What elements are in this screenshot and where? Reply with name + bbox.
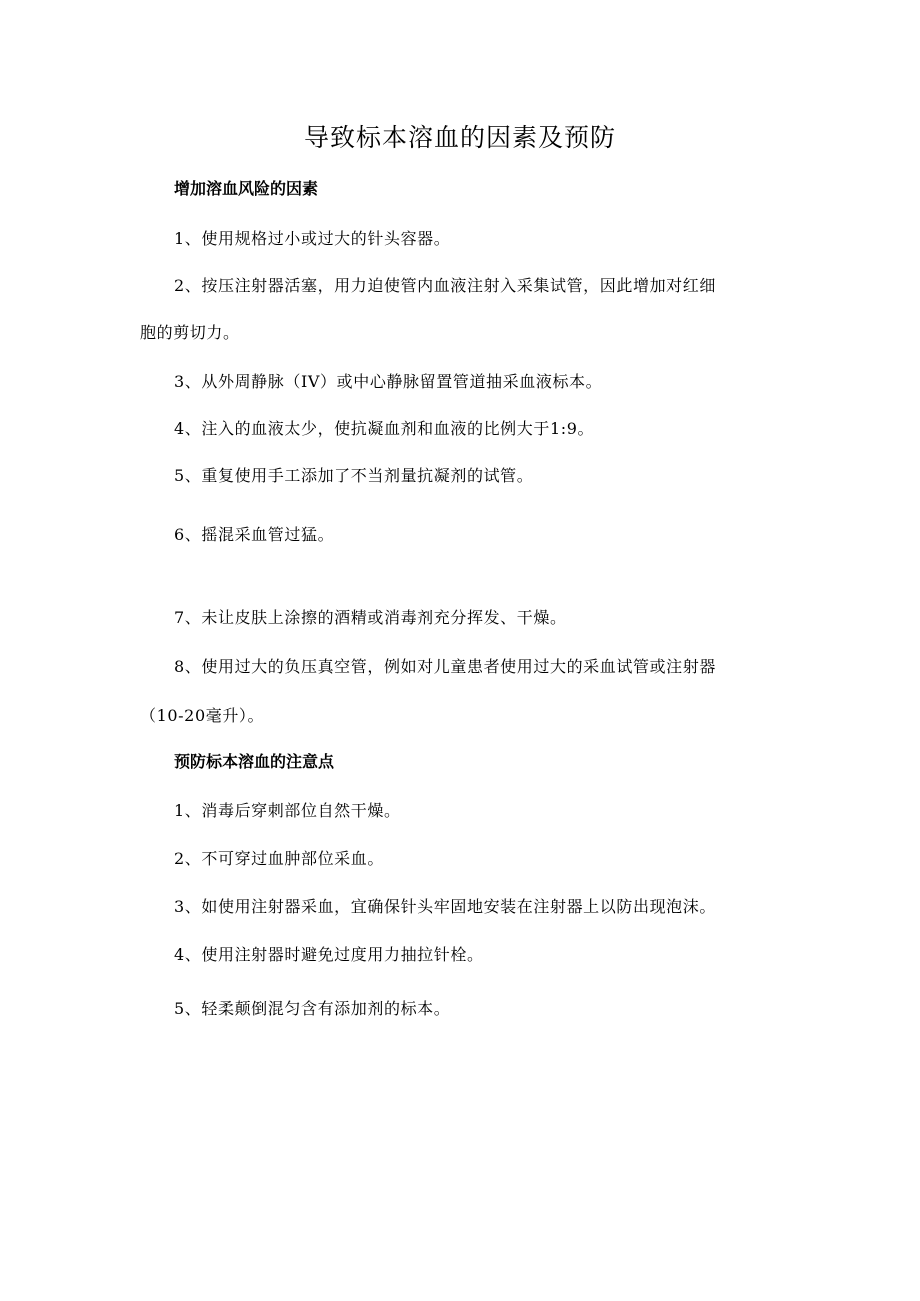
risk-item-3: 3、从外周静脉（IV）或中心静脉留置管道抽采血液标本。 bbox=[174, 372, 603, 391]
document-title: 导致标本溶血的因素及预防 bbox=[303, 123, 616, 152]
risk-item-2: 2、按压注射器活塞，用力迫使管内血液注射入采集试管，因此增加对红细 bbox=[174, 276, 716, 295]
risk-item-5: 5、重复使用手工添加了不当剂量抗凝剂的试管。 bbox=[174, 466, 534, 485]
risk-item-1: 1、使用规格过小或过大的针头容器。 bbox=[174, 229, 451, 248]
risk-item-8-continued: （10-20毫升）。 bbox=[140, 706, 265, 725]
risk-item-8: 8、使用过大的负压真空管，例如对儿童患者使用过大的采血试管或注射器 bbox=[174, 657, 716, 676]
prevention-item-3: 3、如使用注射器采血，宜确保针头牢固地安装在注射器上以防出现泡沫。 bbox=[174, 897, 716, 916]
section-heading-prevention: 预防标本溶血的注意点 bbox=[174, 752, 335, 771]
section-heading-risk-factors: 增加溶血风险的因素 bbox=[174, 179, 319, 198]
prevention-item-2: 2、不可穿过血肿部位采血。 bbox=[174, 849, 384, 868]
risk-item-6: 6、摇混采血管过猛。 bbox=[174, 525, 335, 544]
prevention-item-4: 4、使用注射器时避免过度用力抽拉针栓。 bbox=[174, 945, 484, 964]
risk-item-2-continued: 胞的剪切力。 bbox=[140, 323, 240, 342]
prevention-item-1: 1、消毒后穿刺部位自然干燥。 bbox=[174, 801, 401, 820]
risk-item-7: 7、未让皮肤上涂擦的酒精或消毒剂充分挥发、干燥。 bbox=[174, 608, 567, 627]
prevention-item-5: 5、轻柔颠倒混匀含有添加剂的标本。 bbox=[174, 999, 451, 1018]
risk-item-4: 4、注入的血液太少，使抗凝血剂和血液的比例大于1:9。 bbox=[174, 419, 595, 438]
